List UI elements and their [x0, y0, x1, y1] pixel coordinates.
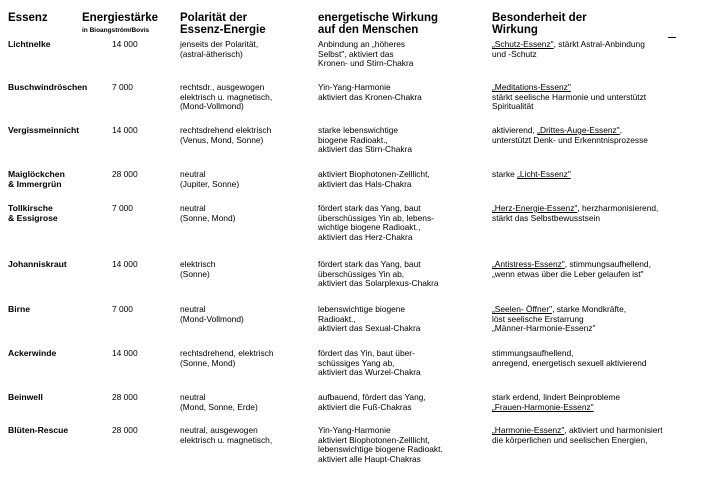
besonderheit-suffix: , aktiviert und harmonisiert die körperlichen und seelischen Energien, [492, 425, 663, 445]
besonderheit-suffix: , stärkt Astral-Anbindung und -Schutz [492, 39, 645, 59]
besonderheit-text [492, 260, 651, 279]
wirkung-text: fördert das Yin, baut über- schüssiges Yang ab, aktiviert das Wurzel-Chakra [318, 348, 421, 378]
header-underline-mark [668, 37, 676, 38]
wirkung-text: Yin-Yang-Harmonie aktiviert das Kronen-Chakra [318, 82, 422, 102]
essenz-label: „Seelen- Öffner" [492, 304, 553, 314]
essenz-name: Vergissmeinnicht [8, 125, 80, 135]
polaritaet-text: rechtsdrehend, elektrisch (Sonne, Mond) [180, 348, 274, 368]
wirkung-text: Anbindung an „höheres Selbst", aktiviert das Kronen- und Stirn-Chakra [318, 39, 414, 69]
essenz-label: „Licht-Essenz" [517, 169, 571, 179]
essenz-name: Lichtnelke [8, 39, 51, 49]
besonderheit-suffix: , herzharmonisierend, stärkt das Selbstbewusstsein [492, 203, 659, 223]
energie-value: 14 000 [112, 125, 138, 135]
besonderheit-text [492, 426, 663, 445]
energie-value: 14 000 [112, 39, 138, 49]
polaritaet-text: jenseits der Polarität, (astral-ätherisch) [180, 39, 259, 59]
energie-value: 7 000 [112, 82, 133, 92]
besonderheit-text [492, 305, 626, 334]
besonderheit-suffix: , unterstützt Denk- und Erkenntnisprozesse [492, 125, 648, 145]
besonderheit-prefix: aktivierend, [492, 125, 538, 135]
energie-value: 7 000 [112, 304, 133, 314]
essenz-name: Tollkirsche & Essigrose [8, 203, 58, 223]
header-polaritaet-line1: Polarität der [180, 12, 248, 24]
header-besonderheit-line1: Besonderheit der [492, 12, 587, 24]
besonderheit-prefix: starke [492, 169, 518, 179]
polaritaet-text: elektrisch (Sonne) [180, 259, 216, 279]
essenz-label: „Herz-Energie-Essenz" [492, 203, 578, 213]
essenz-label: „Meditations-Essenz" [492, 82, 571, 92]
besonderheit-prefix: stimmungsaufhellend, anregend, energetisch sexuell aktivierend [492, 348, 647, 368]
besonderheit-suffix: , stimmungsaufhellend, „wenn etwas über die Leber gelaufen ist" [492, 259, 651, 279]
wirkung-text: fördert stark das Yang, baut überschüssiges Yin ab, lebens- wichtige biogene Radioakt., aktiviert das Herz-Chakra [318, 203, 434, 242]
essenz-name: Maiglöckchen & Immergrün [8, 169, 65, 189]
besonderheit-suffix: , starke Mondkräfte, löst seelische Erstarrung „Männer-Harmonie-Essenz" [492, 304, 627, 334]
essenz-label: „Harmonie-Essenz" [492, 425, 565, 435]
besonderheit-prefix: stark erdend, lindert Beinprobleme [492, 392, 621, 402]
polaritaet-text: neutral (Sonne, Mond) [180, 203, 236, 223]
besonderheit-text [492, 40, 645, 59]
energie-value: 28 000 [112, 169, 138, 179]
energie-value: 7 000 [112, 203, 133, 213]
polaritaet-text: neutral, ausgewogen elektrisch u. magnetisch, [180, 425, 273, 445]
essenz-label: „Drittes-Auge-Essenz" [537, 125, 620, 135]
header-energiestaerke: Energiestärke [82, 12, 159, 24]
header-besonderheit-line2: Wirkung [492, 24, 538, 36]
energie-value: 14 000 [112, 259, 138, 269]
besonderheit-text [492, 83, 646, 112]
header-essenz: Essenz [8, 12, 48, 24]
essenz-name: Beinwell [8, 392, 43, 402]
besonderheit-text [492, 126, 648, 145]
besonderheit-text [492, 349, 647, 368]
essenz-label: „Frauen-Harmonie-Essenz" [492, 401, 594, 412]
wirkung-text: lebenswichtige biogene Radioakt., aktiviert das Sexual-Chakra [318, 304, 421, 334]
polaritaet-text: rechtsdrehend elektrisch (Venus, Mond, Sonne) [180, 125, 272, 145]
besonderheit-text [492, 204, 658, 223]
essenz-label: „Antistress-Essenz" [492, 259, 565, 269]
essenz-label: „Schutz-Essenz" [492, 39, 554, 49]
besonderheit-text [492, 393, 620, 412]
essenz-name: Ackerwinde [8, 348, 57, 358]
header-wirkung-line2: auf den Menschen [318, 24, 419, 36]
header-wirkung-line1: energetische Wirkung [318, 12, 439, 24]
energie-value: 28 000 [112, 392, 138, 402]
polaritaet-text: neutral (Jupiter, Sonne) [180, 169, 240, 189]
energie-value: 14 000 [112, 348, 138, 358]
wirkung-text: Yin-Yang-Harmonie aktiviert Biophotonen-Zelllicht, lebenswichtige biogene Radioakt. aktiviert alle Haupt-Chakras [318, 425, 443, 464]
besonderheit-text [492, 170, 571, 180]
essenz-name: Birne [8, 304, 30, 314]
essenz-name: Johanniskraut [8, 259, 67, 269]
header-polaritaet-line2: Essenz-Energie [180, 24, 266, 36]
wirkung-text: fördert stark das Yang, baut überschüssiges Yin ab, aktiviert das Solarplexus-Chakra [318, 259, 439, 289]
wirkung-text: starke lebenswichtige biogene Radioakt., aktiviert das Stirn-Chakra [318, 125, 413, 155]
header-energiestaerke-unit: in Bioangström/Bovis [82, 27, 150, 34]
wirkung-text: aktiviert Biophotonen-Zelllicht, aktiviert das Hals-Chakra [318, 169, 430, 189]
besonderheit-suffix: stärkt seelische Harmonie und unterstützt Spiritualität [492, 91, 647, 112]
wirkung-text: aufbauend, fördert das Yang, aktiviert die Fuß-Chakras [318, 392, 426, 412]
essenz-name: Blüten-Rescue [8, 425, 69, 435]
polaritaet-text: rechtsdr., ausgewogen elektrisch u. magnetisch, (Mond-Vollmond) [180, 82, 273, 112]
essenz-name: Buschwindröschen [8, 82, 88, 92]
polaritaet-text: neutral (Mond-Vollmond) [180, 304, 244, 324]
polaritaet-text: neutral (Mond, Sonne, Erde) [180, 392, 258, 412]
energie-value: 28 000 [112, 425, 138, 435]
